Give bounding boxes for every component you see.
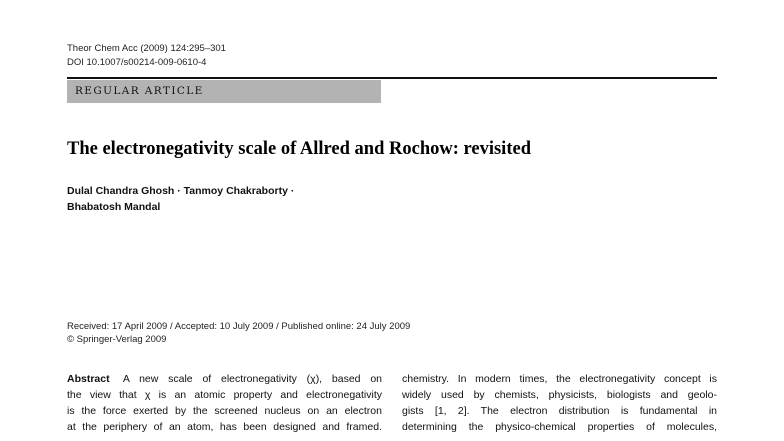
author-line: Bhabatosh Mandal xyxy=(67,200,161,213)
abstract-label: Abstract xyxy=(67,373,110,385)
body-line: gists [1, 2]. The electron distribution is fundamental in xyxy=(402,405,717,417)
abstract-column xyxy=(67,371,382,435)
author-list xyxy=(67,184,294,215)
journal-citation: Theor Chem Acc (2009) 124:295–301 xyxy=(67,43,226,54)
abstract-line: is the force exerted by the screened nucleus on an electron xyxy=(67,405,382,417)
body-line: widely used by chemists, physicists, biologists and geolo- xyxy=(402,389,717,401)
paper-title: The electronegativity scale of Allred and Rochow: revisited xyxy=(67,139,531,159)
copyright-line: © Springer-Verlag 2009 xyxy=(67,334,167,345)
body-line: determining the physico-chemical properties of molecules, xyxy=(402,421,717,433)
doi-line: DOI 10.1007/s00214-009-0610-4 xyxy=(67,57,207,68)
abstract-line: Abstract A new scale of electronegativity (χ), based on xyxy=(67,373,382,385)
abstract-line: at the periphery of an atom, has been designed and framed. xyxy=(67,421,382,433)
publication-dates xyxy=(67,320,410,346)
abstract-line: the view that χ is an atomic property and electronegativity xyxy=(67,389,382,401)
header-rule xyxy=(67,77,717,79)
body-column xyxy=(402,371,717,435)
dates-line: Received: 17 April 2009 / Accepted: 10 July 2009 / Published online: 24 July 2009 xyxy=(67,321,411,332)
article-type-banner: REGULAR ARTICLE xyxy=(67,80,381,103)
body-line: chemistry. In modern times, the electronegativity concept is xyxy=(402,373,717,385)
author-line: Dulal Chandra Ghosh · Tanmoy Chakraborty · xyxy=(67,185,295,197)
